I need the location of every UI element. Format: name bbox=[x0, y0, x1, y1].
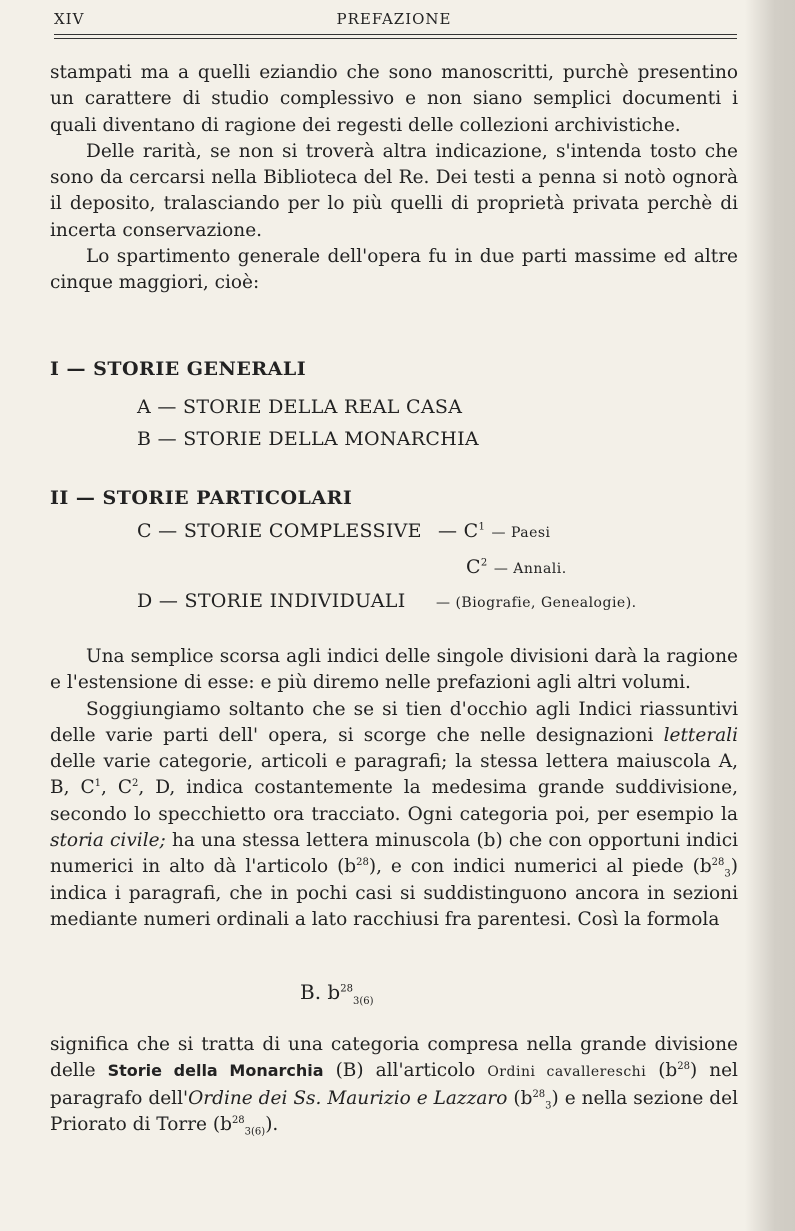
paragraph-4: Una semplice scorsa agli indici delle singole divisioni darà la ragione e l'estensione di esse: e più diremo nelle prefazioni agli altri volumi. bbox=[50, 646, 738, 694]
outline-item-b: B — STORIE DELLA MONARCHIA bbox=[137, 428, 479, 450]
c2-text: — Annali. bbox=[493, 561, 567, 577]
page-title: PREFAZIONE bbox=[336, 10, 452, 28]
body-block-2 bbox=[50, 644, 738, 933]
paragraph-2: Delle rarità, se non si troverà altra indicazione, s'intenda tosto che sono da cercarsi nella Biblioteca del Re. Dei testi a penna si notò ognorà il deposito, tralasciando per lo più quelli di proprietà privata perchè di incerta conservazione. bbox=[50, 140, 738, 241]
formula: B. $b^{28}_{3(6)}$ bbox=[300, 980, 374, 1007]
outline-item-c1 bbox=[438, 520, 551, 542]
c1-sup: 1 bbox=[478, 521, 486, 533]
outline-item-c2 bbox=[466, 556, 567, 578]
c1-text: — Paesi bbox=[491, 525, 551, 541]
body-block-3 bbox=[50, 1032, 738, 1138]
page-number: XIV bbox=[54, 10, 85, 28]
c2-label: C bbox=[466, 556, 481, 578]
outline-item-d-detail: — (Biografie, Genealogie). bbox=[436, 595, 637, 611]
page-edge-shadow bbox=[745, 0, 795, 1231]
c2-sup: 2 bbox=[480, 557, 488, 569]
outline-part-1: I — STORIE GENERALI bbox=[50, 358, 307, 380]
outline-part-2: II — STORIE PARTICOLARI bbox=[50, 487, 353, 509]
running-header bbox=[54, 10, 734, 32]
outline-item-c: C — STORIE COMPLESSIVE bbox=[137, 520, 422, 542]
paragraph-3: Lo spartimento generale dell'opera fu in due parti massime ed altre cinque maggiori, cioè: bbox=[50, 246, 738, 294]
paragraph-5: Soggiungiamo soltanto che se si tien d'occhio agli Indici riassuntivi delle varie parti dell' opera, si scorge che nelle designazioni letterali delle varie categorie, articoli e paragrafi; la stessa lettera maiuscola A, B, $C^1$, $C^2$, D, indica costantemente la medesima grande suddivisione, secondo lo specchietto ora tracciato. Ogni categoria poi, per esempio la storia civile; ha una stessa lettera minuscola (b) che con opportuni indici numerici in alto dà l'articolo $(b^{28})$, e con indici numerici al piede $(b^{28}_3)$ indica i paragrafi, che in pochi casi si suddistinguono ancora in sezioni mediante numeri ordinali a lato racchiusi fra parentesi. Così la formola bbox=[50, 698, 738, 930]
paragraph-1: stampati ma a quelli eziandio che sono manoscritti, purchè presentino un carattere di studio complessivo e non siano semplici documenti i quali diventano di ragione dei regesti delle collezioni archivistiche. bbox=[50, 62, 738, 136]
outline-item-d: D — STORIE INDIVIDUALI bbox=[137, 590, 406, 612]
outline-item-a: A — STORIE DELLA REAL CASA bbox=[137, 396, 463, 418]
header-rule-bottom bbox=[54, 38, 737, 39]
header-rule-top bbox=[54, 34, 737, 35]
paragraph-6: significa che si tratta di una categoria compresa nella grande divisione delle Storie della Monarchia (B) all'articolo Ordini cavallereschi $(b^{28})$ nel paragrafo dell'Ordine dei Ss. Maurizio e Lazzaro $(b^{28}_3)$ e nella sezione del Priorato di Torre $(b^{28}_{3(6)})$. bbox=[50, 1034, 739, 1138]
c1-label: — C bbox=[438, 520, 479, 542]
body-block-1 bbox=[50, 60, 738, 297]
